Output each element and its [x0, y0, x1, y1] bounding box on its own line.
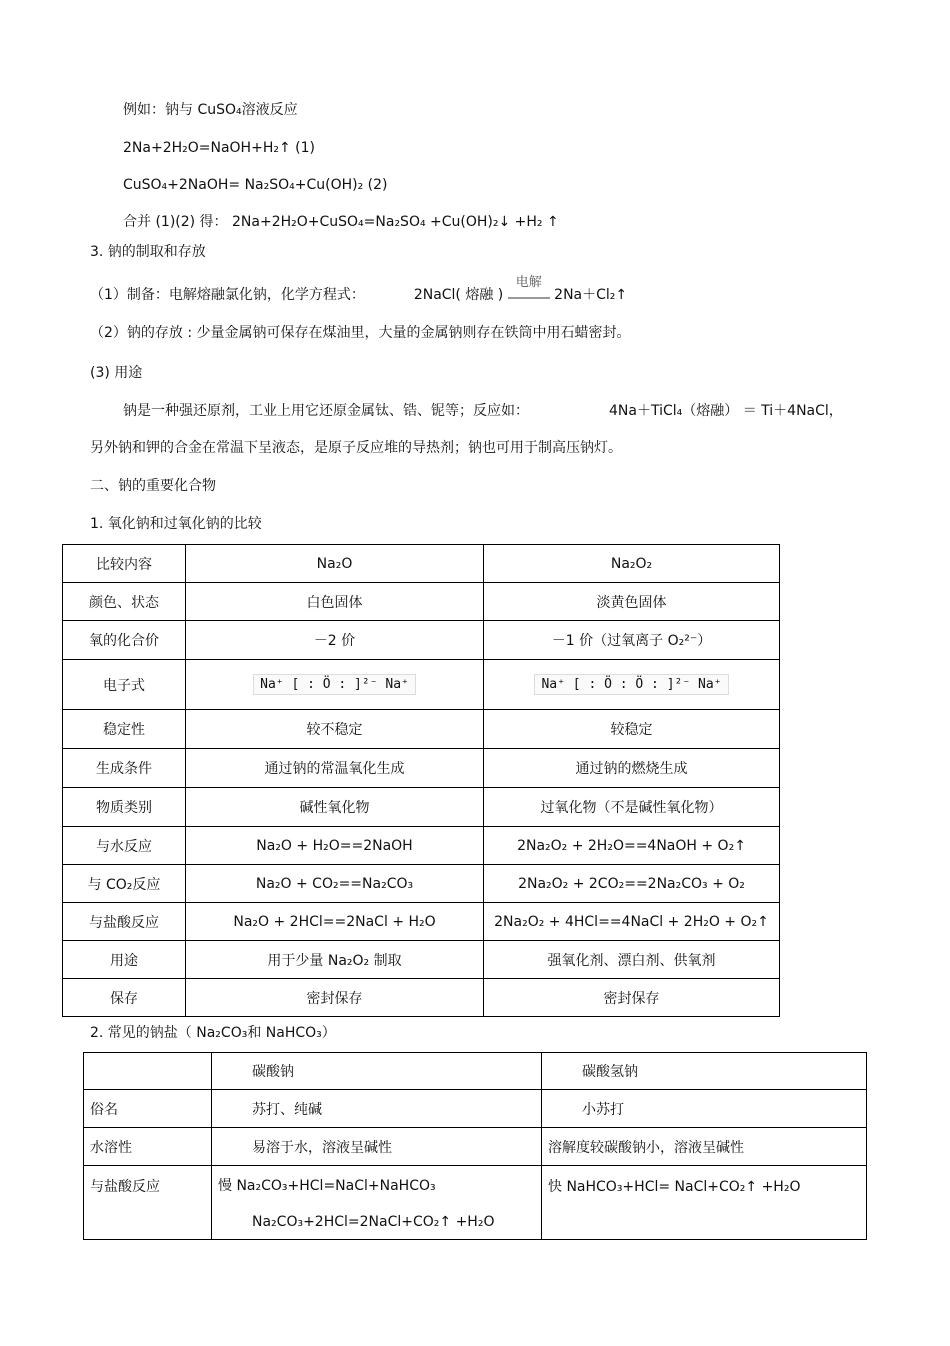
- table-cell: 电子式: [63, 660, 186, 710]
- electron-formula-na2o: Na⁺ [ : Ö : ]²⁻ Na⁺: [253, 674, 416, 695]
- table-row: [63, 941, 780, 979]
- equation-combined: 合并 (1)(2) 得： 2Na+2H₂O+CuSO₄=Na₂SO₄ +Cu(OH)₂↓ +H₂ ↑: [123, 214, 559, 230]
- table-row: [84, 1166, 867, 1240]
- table-cell: Na₂O + H₂O==2NaOH: [186, 827, 484, 865]
- use-title: (3) 用途: [90, 365, 143, 381]
- table-cell: 苏打、纯碱: [212, 1090, 542, 1128]
- table-row: [63, 788, 780, 827]
- use-text-1: 钠是一种强还原剂，工业上用它还原金属钛、锆、铌等；反应如：: [123, 403, 529, 419]
- table-header-cell: 碳酸氢钠: [542, 1053, 867, 1090]
- table-cell: 颜色、状态: [63, 583, 186, 621]
- table-cell: [484, 660, 780, 710]
- table-header-cell: Na₂O₂: [484, 545, 780, 583]
- table-cell: 氧的化合价: [63, 621, 186, 660]
- table-row: [63, 710, 780, 749]
- table-cell: 通过钠的常温氧化生成: [186, 749, 484, 788]
- equation-2: CuSO₄+2NaOH= Na₂SO₄+Cu(OH)₂ (2): [123, 177, 388, 193]
- preparation-rhs: 2Na＋Cl₂↑: [554, 287, 628, 303]
- table-cell: [212, 1166, 542, 1240]
- table-cell: 密封保存: [484, 979, 780, 1017]
- table-header-cell: Na₂O: [186, 545, 484, 583]
- part-2-heading: 二、钠的重要化合物: [90, 478, 216, 494]
- storage-line: （2）钠的存放 : 少量金属钠可保存在煤油里，大量的金属钠则存在铁筒中用石蜡密封。: [90, 325, 631, 341]
- preparation-line: [90, 275, 628, 305]
- table-row: [63, 979, 780, 1017]
- sodium-salts-table: [83, 1052, 867, 1240]
- table-cell: －1 价（过氧离子 O₂²⁻）: [484, 621, 780, 660]
- table-cell: 用于少量 Na₂O₂ 制取: [186, 941, 484, 979]
- equation-1: 2Na+2H₂O=NaOH+H₂↑ (1): [123, 140, 315, 156]
- table-cell: 淡黄色固体: [484, 583, 780, 621]
- table-cell: 稳定性: [63, 710, 186, 749]
- table-cell: －2 价: [186, 621, 484, 660]
- table-row: [84, 1128, 867, 1166]
- table-cell: 较稳定: [484, 710, 780, 749]
- table-row: [63, 827, 780, 865]
- table-cell: 2Na₂O₂ + 2H₂O==4NaOH + O₂↑: [484, 827, 780, 865]
- table-header-cell: 比较内容: [63, 545, 186, 583]
- use-equation: 4Na＋TiCl₄（熔融） ＝ Ti＋4NaCl，: [609, 403, 843, 419]
- preparation-text: （1）制备：电解熔融氯化钠，化学方程式：: [90, 287, 365, 303]
- table-cell: 强氧化剂、漂白剂、供氧剂: [484, 941, 780, 979]
- oxide-comparison-table: [62, 544, 780, 1017]
- table-cell: 通过钠的燃烧生成: [484, 749, 780, 788]
- table-cell: 2Na₂O₂ + 4HCl==4NaCl + 2H₂O + O₂↑: [484, 903, 780, 941]
- table-cell: Na₂O + CO₂==Na₂CO₃: [186, 865, 484, 903]
- reaction-line: Na₂CO₃+2HCl=2NaCl+CO₂↑ +H₂O: [252, 1214, 495, 1230]
- table-cell: 密封保存: [186, 979, 484, 1017]
- table-cell: 与 CO₂反应: [63, 865, 186, 903]
- table-cell: 碱性氧化物: [186, 788, 484, 827]
- table-cell: 与水反应: [63, 827, 186, 865]
- table-header-row: [84, 1053, 867, 1090]
- table-cell: [186, 660, 484, 710]
- table-cell: 物质类别: [63, 788, 186, 827]
- table-cell: 生成条件: [63, 749, 186, 788]
- table-cell: 2Na₂O₂ + 2CO₂==2Na₂CO₃ + O₂: [484, 865, 780, 903]
- table-cell: Na₂O + 2HCl==2NaCl + H₂O: [186, 903, 484, 941]
- subsection-1-heading: 1. 氧化钠和过氧化钠的比较: [90, 516, 262, 532]
- table-cell: 小苏打: [542, 1090, 867, 1128]
- preparation-lhs: 2NaCl( 熔融 ): [413, 287, 504, 303]
- reaction-line: 慢 Na₂CO₃+HCl=NaCl+NaHCO₃: [218, 1178, 436, 1194]
- electron-formula-na2o2: Na⁺ [ : Ö : Ö : ]²⁻ Na⁺: [534, 674, 728, 695]
- table-cell: 过氧化物（不是碱性氧化物）: [484, 788, 780, 827]
- use-text-2: 另外钠和钾的合金在常温下呈液态，是原子反应堆的导热剂；钠也可用于制高压钠灯。: [90, 440, 622, 456]
- table-cell: 用途: [63, 941, 186, 979]
- table-header-cell: [84, 1053, 212, 1090]
- table-cell: 溶解度较碳酸钠小，溶液呈碱性: [542, 1128, 867, 1166]
- table-row: [63, 621, 780, 660]
- subsection-2-heading: 2. 常见的钠盐（ Na₂CO₃和 NaHCO₃）: [90, 1025, 336, 1041]
- table-cell: 水溶性: [84, 1128, 212, 1166]
- table-row: [63, 749, 780, 788]
- table-cell: 白色固体: [186, 583, 484, 621]
- electrolysis-arrow: [508, 275, 550, 299]
- table-header-row: [63, 545, 780, 583]
- example-heading: 例如：钠与 CuSO₄溶液反应: [123, 102, 298, 118]
- table-cell: 较不稳定: [186, 710, 484, 749]
- section-3-heading: 3. 钠的制取和存放: [90, 244, 206, 260]
- table-row: [63, 583, 780, 621]
- table-row: [63, 865, 780, 903]
- table-row: [84, 1090, 867, 1128]
- table-row: [63, 660, 780, 710]
- table-cell: 与盐酸反应: [84, 1166, 212, 1240]
- table-cell: 与盐酸反应: [63, 903, 186, 941]
- table-cell: 快 NaHCO₃+HCl= NaCl+CO₂↑ +H₂O: [542, 1166, 867, 1240]
- table-cell: 保存: [63, 979, 186, 1017]
- table-row: [63, 903, 780, 941]
- table-header-cell: 碳酸钠: [212, 1053, 542, 1090]
- electrolysis-label: 电解: [515, 275, 542, 290]
- table-cell: 俗名: [84, 1090, 212, 1128]
- table-cell: 易溶于水，溶液呈碱性: [212, 1128, 542, 1166]
